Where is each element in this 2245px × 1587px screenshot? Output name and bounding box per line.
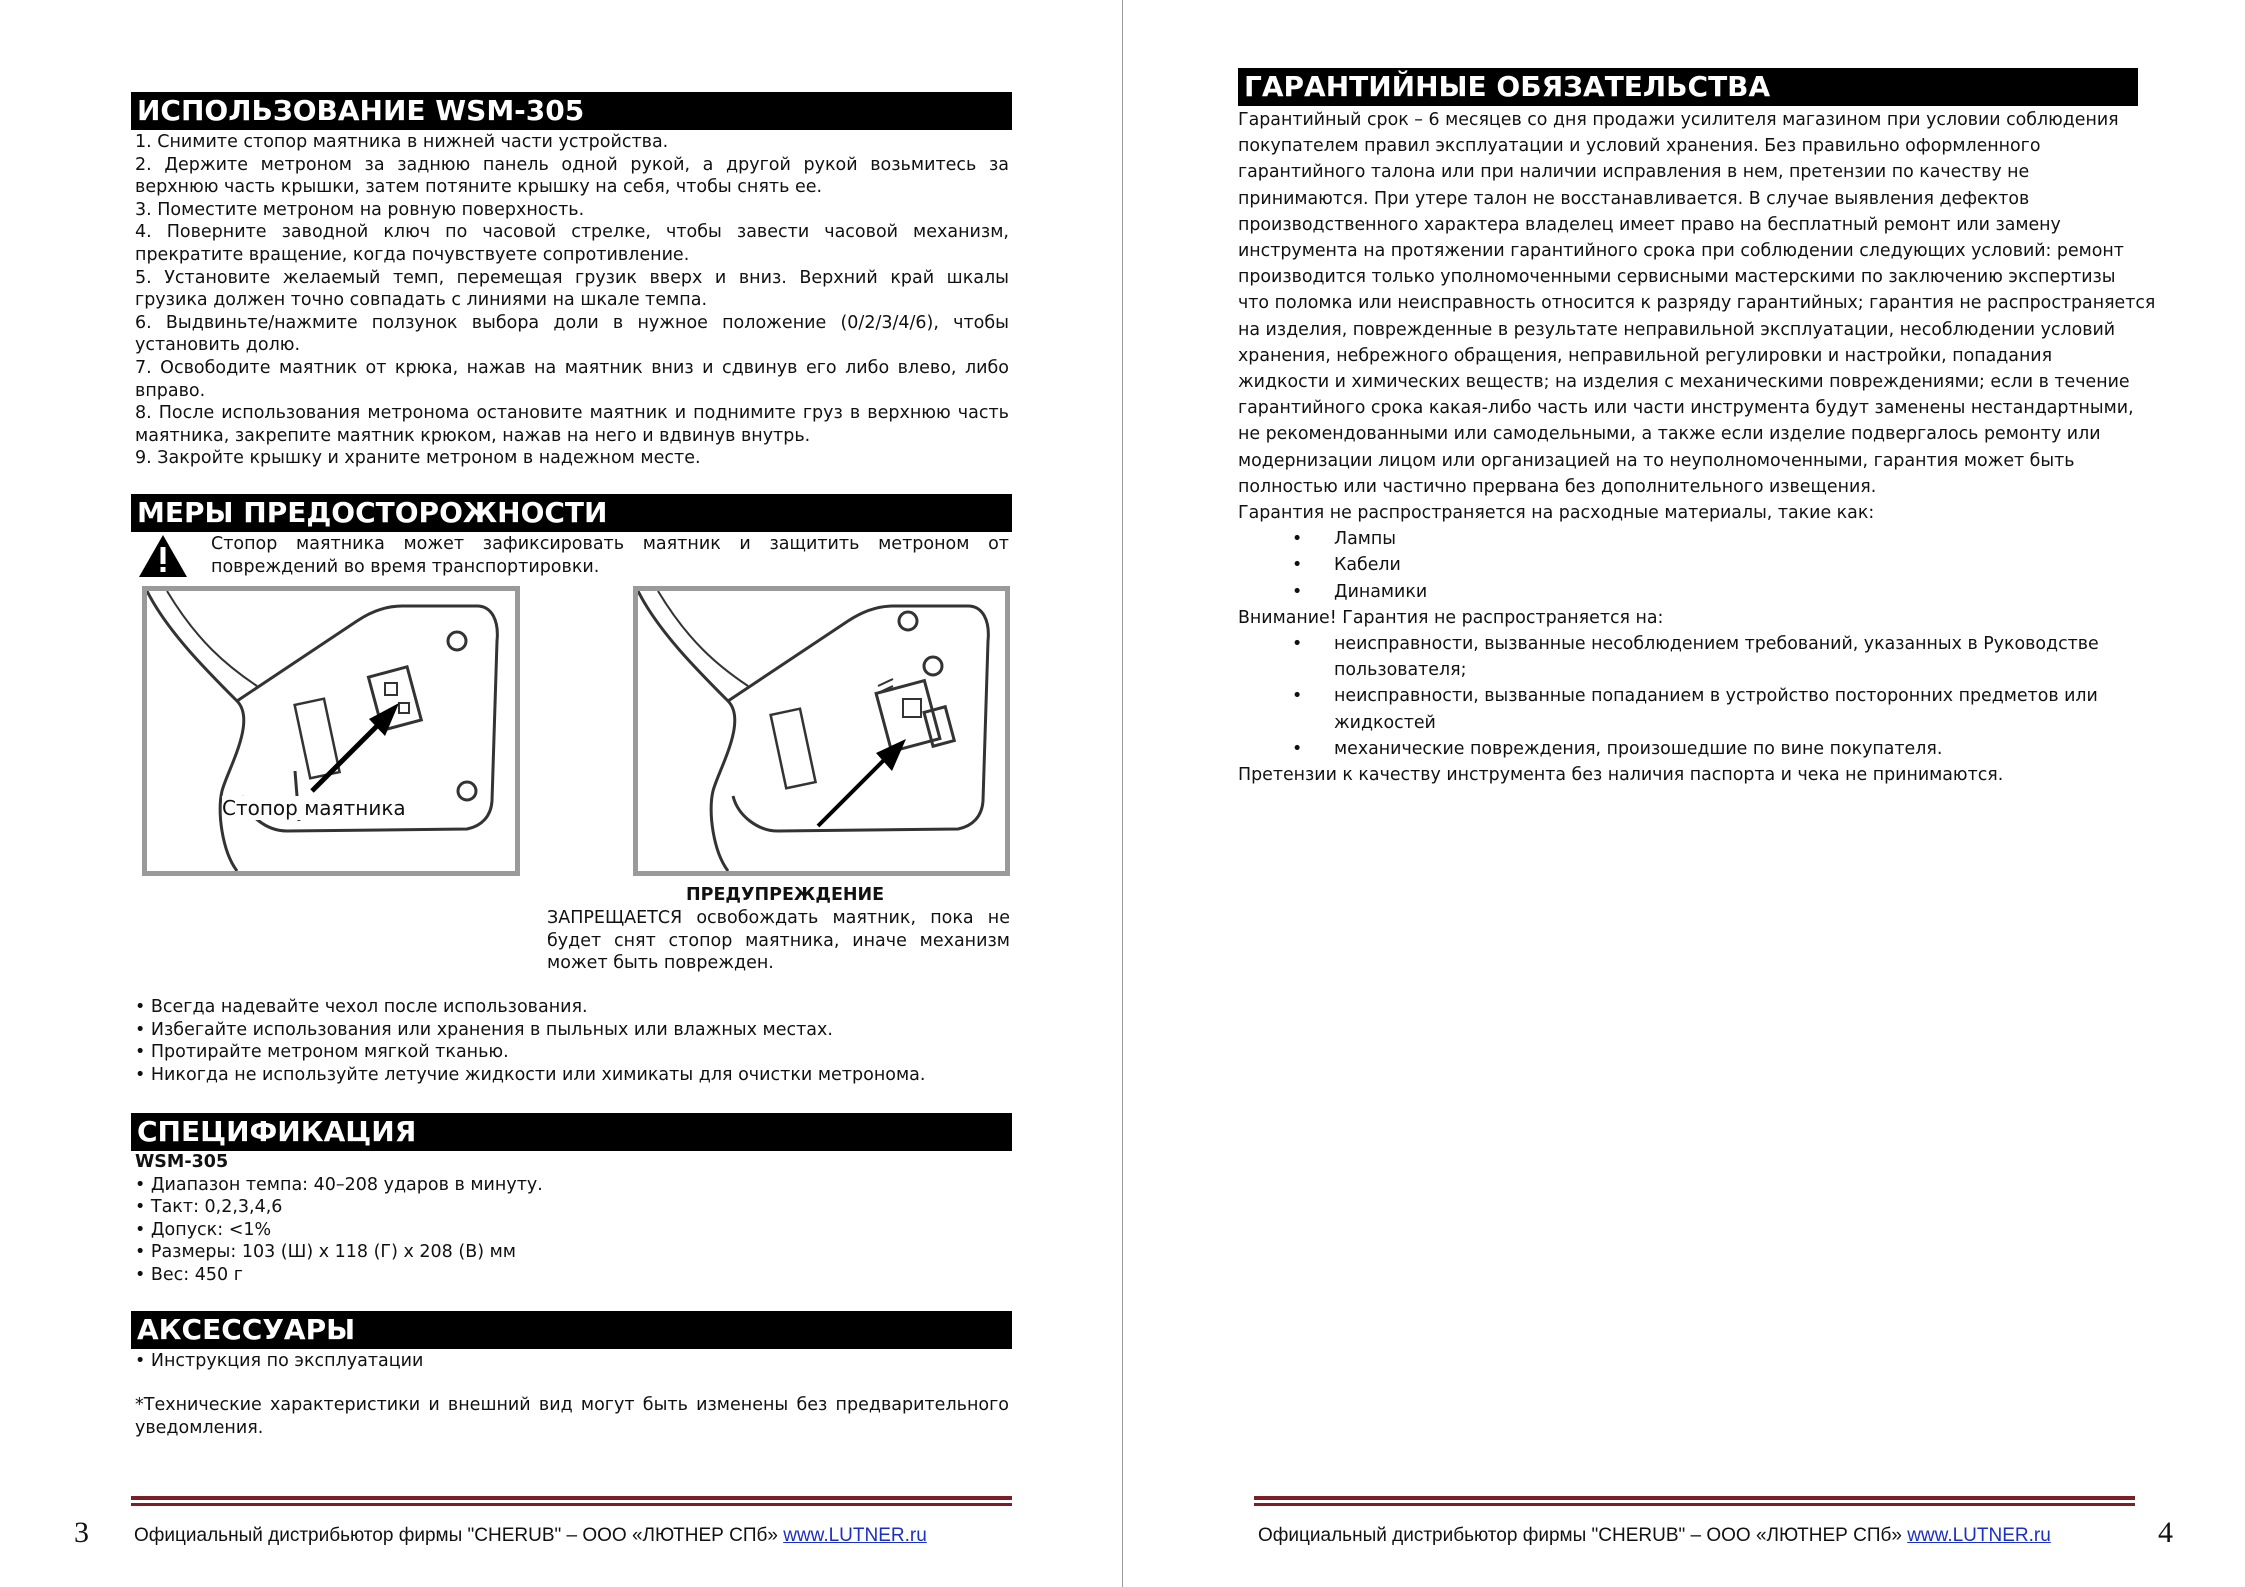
metronome-base-illustration-2 bbox=[638, 591, 1005, 871]
warning-text-body: ЗАПРЕЩАЕТСЯ освобождать маятник, пока не будет снят стопор маятника, иначе механизм может быть поврежден. bbox=[547, 908, 1010, 974]
footer-link[interactable]: www.LUTNER.ru bbox=[1907, 1525, 2051, 1546]
consumable-item: • Динамики bbox=[1292, 581, 1428, 602]
figure-pendulum-stopper bbox=[142, 586, 520, 876]
footer-rule bbox=[1254, 1496, 2135, 1506]
warranty-line: принимаются. При утере талон не восстанавливается. В случае выявления дефектов bbox=[1238, 188, 2030, 209]
attention-intro: Внимание! Гарантия не распространяется на: bbox=[1238, 607, 1664, 628]
warranty-line: производится только уполномоченными сервисными мастерскими по заключению экспертизы bbox=[1238, 267, 2116, 288]
exclusion-item: • неисправности, вызванные попаданием в устройство посторонних предметов или жидкостей bbox=[1292, 686, 2098, 733]
usage-header: ИСПОЛЬЗОВАНИЕ WSM-305 bbox=[131, 92, 1012, 130]
care-tip: • Избегайте использования или хранения в пыльных или влажных местах. bbox=[135, 1019, 833, 1040]
precaution-note-text: Стопор маятника может зафиксировать маятник и защитить метроном от повреждений во время транспортировки. bbox=[211, 534, 1009, 577]
figure-caption: Стопор маятника bbox=[222, 796, 406, 820]
warranty-line: не рекомендованными или самодельными, а также если изделие подвергалось ремонту или bbox=[1238, 424, 2101, 445]
warranty-line: гарантийного срока какая-либо часть или части инструмента будут заменены нестандартными, bbox=[1238, 398, 2134, 419]
usage-step: 5. Установите желаемый темп, перемещая грузик вверх и вниз. Верхний край шкалы грузика должен точно совпадать с линиями на шкале темпа. bbox=[135, 267, 1009, 311]
footer-rule bbox=[131, 1496, 1012, 1506]
usage-step: 7. Освободите маятник от крюка, нажав на маятник вниз и сдвинув его либо влево, либо вправо. bbox=[135, 357, 1009, 401]
warranty-line: покупателем правил эксплуатации и условий хранения. Без правильно оформленного bbox=[1238, 136, 2041, 157]
care-tip: • Протирайте метроном мягкой тканью. bbox=[135, 1042, 509, 1063]
specs-model: WSM-305 bbox=[135, 1152, 229, 1172]
warranty-line: производственного характера владелец имеет право на бесплатный ремонт или замену bbox=[1238, 214, 2061, 235]
warranty-line: полностью или частично прервана без дополнительного извещения. bbox=[1238, 476, 1877, 497]
warning-title: ПРЕДУПРЕЖДЕНИЕ bbox=[686, 885, 885, 905]
usage-step: 4. Поверните заводной ключ по часовой стрелке, чтобы завести часовой механизм, прекратите вращение, когда почувствуете сопротивление. bbox=[135, 222, 1009, 265]
specs-list bbox=[135, 1151, 1009, 1287]
accessory-item: • Инструкция по эксплуатации bbox=[135, 1351, 424, 1371]
warranty-line: жидкости и химических веществ; на изделия с механическими повреждениями; если в течение bbox=[1238, 372, 2130, 393]
spec-item: • Такт: 0,2,3,4,6 bbox=[135, 1197, 283, 1218]
warranty-line: на изделия, поврежденные в результате неправильной эксплуатации, несоблюдении условий bbox=[1238, 319, 2116, 340]
usage-step: 8. После использования метронома остановите маятник и поднимите груз в верхнюю часть маятника, закрепите маятник крюком, нажав на него и вдвинув внутрь. bbox=[135, 403, 1009, 446]
footer-distributor bbox=[134, 1525, 927, 1547]
consumable-item: • Лампы bbox=[1292, 529, 1396, 550]
metronome-base-illustration bbox=[147, 591, 515, 871]
usage-steps bbox=[135, 131, 1009, 470]
precautions-header: МЕРЫ ПРЕДОСТОРОЖНОСТИ bbox=[131, 494, 1012, 532]
footer-text: Официальный дистрибьютор фирмы "CHERUB" – ООО «ЛЮТНЕР СПб» bbox=[1258, 1525, 1908, 1546]
warranty-line: инструмента на протяжении гарантийного срока при соблюдении следующих условий: ремонт bbox=[1238, 241, 2124, 262]
page-3 bbox=[0, 0, 1122, 1587]
consumables-intro: Гарантия не распространяется на расходные материалы, такие как: bbox=[1238, 503, 1875, 524]
care-tip: • Никогда не используйте летучие жидкости или химикаты для очистки метронома. bbox=[135, 1064, 926, 1085]
footer-text: Официальный дистрибьютор фирмы "CHERUB" – ООО «ЛЮТНЕР СПб» bbox=[134, 1525, 784, 1546]
warranty-line: хранения, небрежного обращения, неправильной регулировки и настройки, попадания bbox=[1238, 345, 2053, 366]
page-4 bbox=[1123, 0, 2245, 1587]
spec-item: • Допуск: <1% bbox=[135, 1219, 272, 1240]
warning-triangle-icon bbox=[137, 533, 189, 579]
specs-header: СПЕЦИФИКАЦИЯ bbox=[131, 1113, 1012, 1151]
warranty-line: что поломка или неисправность относится к разряду гарантийных; гарантия не распространяется bbox=[1238, 293, 2156, 314]
usage-step: 6. Выдвиньте/нажмите ползунок выбора доли в нужное положение (0/2/3/4/6), чтобы установить долю. bbox=[135, 312, 1009, 356]
accessories-header: АКСЕССУАРЫ bbox=[131, 1311, 1012, 1349]
care-tips bbox=[135, 996, 1009, 1086]
footer-distributor bbox=[1258, 1525, 2051, 1547]
page-number: 3 bbox=[74, 1516, 89, 1549]
warranty-line: гарантийного талона или при наличии исправления в нем, претензии по качеству не bbox=[1238, 162, 2030, 183]
exclusion-item: • неисправности, вызванные несоблюдением требований, указанных в Руководстве пользователя; bbox=[1292, 634, 2099, 681]
accessories-list bbox=[135, 1350, 1009, 1373]
usage-step: 1. Снимите стопор маятника в нижней части устройства. bbox=[135, 132, 669, 152]
precaution-note bbox=[211, 533, 1009, 578]
usage-step: 3. Поместите метроном на ровную поверхность. bbox=[135, 199, 585, 220]
disclaimer-text: *Технические характеристики и внешний вид могут быть изменены без предварительного уведомления. bbox=[135, 1395, 1009, 1438]
exclusion-item: • механические повреждения, произошедшие по вине покупателя. bbox=[1292, 738, 1943, 759]
warranty-line: Гарантийный срок – 6 месяцев со дня продажи усилителя магазином при условии соблюдения bbox=[1238, 110, 2119, 130]
spec-item: • Вес: 450 г bbox=[135, 1264, 243, 1285]
figure-stopper-removed bbox=[633, 586, 1010, 876]
warning-text bbox=[547, 907, 1010, 975]
usage-step: 2. Держите метроном за заднюю панель одной рукой, а другой рукой возьмитесь за верхнюю часть крышки, затем потяните крышку на себя, чтобы снять ее. bbox=[135, 154, 1009, 198]
footer-link[interactable]: www.LUTNER.ru bbox=[783, 1525, 927, 1546]
warranty-line: модернизации лицом или организацией на то неуполномоченными, гарантия может быть bbox=[1238, 450, 2075, 471]
warranty-header: ГАРАНТИЙНЫЕ ОБЯЗАТЕЛЬСТВА bbox=[1238, 68, 2138, 106]
warranty-closing: Претензии к качеству инструмента без наличия паспорта и чека не принимаются. bbox=[1238, 764, 2004, 785]
disclaimer bbox=[135, 1394, 1009, 1439]
page-number: 4 bbox=[2158, 1516, 2173, 1549]
spec-item: • Диапазон темпа: 40–208 ударов в минуту. bbox=[135, 1174, 543, 1195]
warranty-body bbox=[1238, 107, 2156, 788]
spec-item: • Размеры: 103 (Ш) x 118 (Г) x 208 (В) мм bbox=[135, 1242, 517, 1263]
care-tip: • Всегда надевайте чехол после использования. bbox=[135, 997, 588, 1017]
consumable-item: • Кабели bbox=[1292, 555, 1401, 576]
usage-step: 9. Закройте крышку и храните метроном в надежном месте. bbox=[135, 448, 701, 469]
